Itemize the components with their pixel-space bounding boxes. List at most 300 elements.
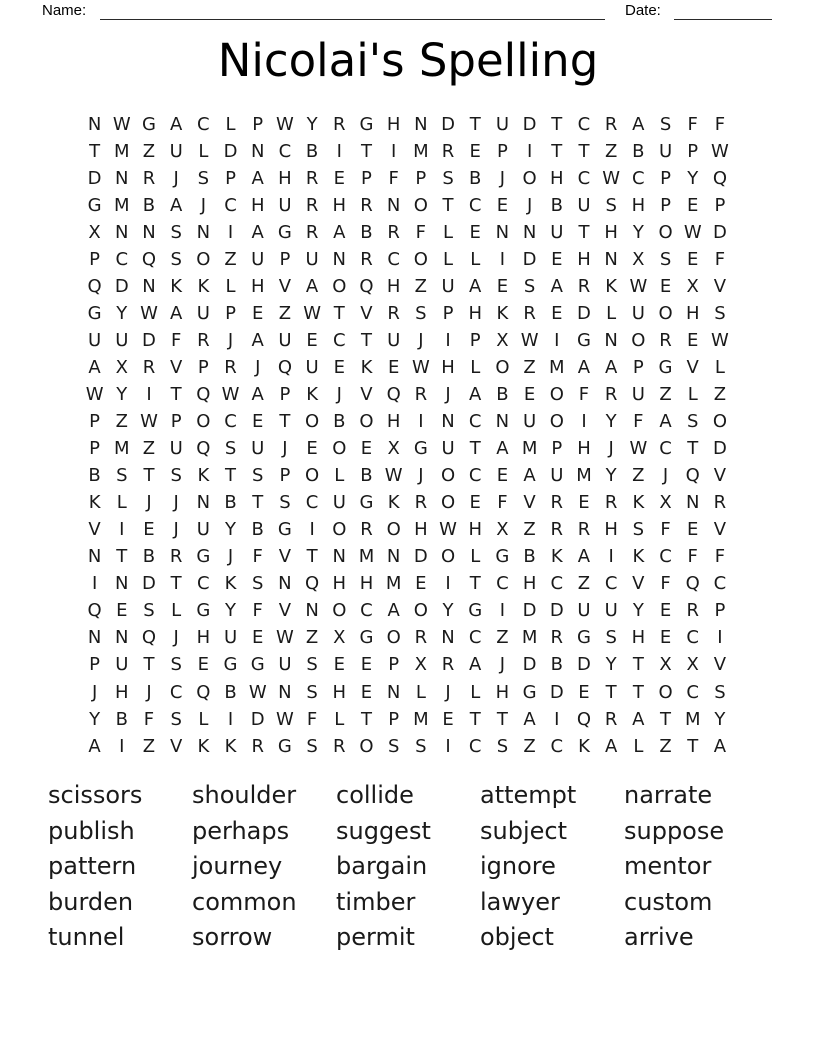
- date-fill-line: [674, 19, 772, 20]
- grid-letter: W: [112, 113, 131, 135]
- grid-letter: O: [332, 438, 347, 460]
- grid-letter: N: [87, 627, 102, 649]
- grid-letter: H: [359, 573, 374, 595]
- grid-letter: V: [278, 275, 292, 297]
- grid-letter: O: [305, 411, 320, 433]
- grid-letter: X: [659, 492, 672, 514]
- grid-letter: Q: [712, 167, 727, 189]
- grid-letter: Z: [523, 356, 536, 378]
- grid-letter: Z: [659, 383, 672, 405]
- grid-letter: G: [359, 113, 374, 135]
- grid-letter: J: [173, 167, 179, 189]
- grid-letter: L: [470, 248, 481, 270]
- grid-letter: O: [631, 329, 646, 351]
- grid-letter: G: [196, 600, 211, 622]
- grid-letter: G: [250, 654, 265, 676]
- grid-letter: Q: [87, 600, 102, 622]
- grid-letter: K: [224, 573, 237, 595]
- grid-letter: T: [170, 573, 182, 595]
- grid-letter: R: [550, 492, 564, 514]
- grid-letter: W: [711, 140, 729, 162]
- grid-letter: H: [278, 167, 292, 189]
- grid-letter: H: [115, 681, 129, 703]
- grid-letter: P: [632, 356, 644, 378]
- grid-letter: Y: [225, 519, 237, 541]
- grid-letter: R: [224, 356, 237, 378]
- grid-letter: L: [443, 221, 454, 243]
- grid-letter: Z: [142, 140, 156, 162]
- grid-letter: P: [197, 356, 209, 378]
- grid-letter: E: [143, 519, 155, 541]
- grid-letter: G: [196, 546, 211, 568]
- grid-letter: E: [116, 600, 128, 622]
- grid-letter: H: [468, 302, 482, 324]
- grid-letter: E: [360, 681, 373, 703]
- grid-letter: Z: [224, 248, 237, 270]
- grid-letter: A: [469, 383, 482, 405]
- grid-letter: V: [360, 302, 373, 324]
- grid-letter: C: [115, 248, 129, 270]
- grid-letter: T: [687, 735, 699, 757]
- grid-letter: B: [632, 140, 645, 162]
- grid-letter: T: [442, 194, 454, 216]
- grid-letter: G: [277, 221, 292, 243]
- grid-letter: H: [332, 573, 347, 595]
- grid-letter: O: [359, 411, 374, 433]
- grid-letter: E: [360, 654, 373, 676]
- grid-letter: P: [279, 383, 291, 405]
- grid-letter: R: [577, 275, 591, 297]
- grid-letter: R: [360, 248, 373, 270]
- grid-letter: A: [659, 411, 672, 433]
- grid-letter: R: [604, 492, 618, 514]
- grid-letter: V: [523, 492, 536, 514]
- grid-letter: W: [384, 465, 403, 487]
- grid-letter: U: [441, 438, 455, 460]
- grid-letter: C: [550, 573, 564, 595]
- grid-letter: N: [305, 600, 319, 622]
- grid-letter: J: [445, 681, 451, 703]
- grid-letter: T: [170, 383, 182, 405]
- word-item: subject: [480, 816, 567, 845]
- grid-letter: Z: [713, 383, 727, 405]
- grid-letter: N: [142, 221, 156, 243]
- grid-letter: S: [306, 654, 318, 676]
- grid-letter: L: [198, 708, 209, 730]
- grid-letter: M: [521, 627, 538, 649]
- grid-letter: O: [549, 383, 564, 405]
- grid-letter: M: [358, 546, 375, 568]
- grid-letter: U: [441, 275, 455, 297]
- grid-letter: T: [143, 654, 155, 676]
- grid-letter: J: [445, 383, 451, 405]
- grid-letter: S: [306, 681, 318, 703]
- grid-letter: J: [608, 438, 614, 460]
- word-item: suppose: [624, 816, 725, 845]
- grid-letter: S: [605, 194, 617, 216]
- grid-letter: D: [142, 573, 156, 595]
- grid-letter: D: [577, 302, 591, 324]
- grid-letter: E: [578, 492, 590, 514]
- grid-letter: C: [686, 681, 699, 703]
- grid-letter: U: [169, 140, 183, 162]
- grid-letter: B: [523, 546, 536, 568]
- grid-letter: N: [87, 113, 102, 135]
- grid-letter: U: [115, 329, 129, 351]
- grid-letter: N: [196, 492, 211, 514]
- grid-letter: D: [712, 438, 727, 460]
- grid-letter: T: [469, 708, 481, 730]
- grid-letter: P: [279, 248, 291, 270]
- grid-letter: H: [332, 681, 347, 703]
- grid-letter: C: [550, 735, 564, 757]
- grid-letter: J: [255, 356, 261, 378]
- word-item: mentor: [624, 852, 712, 881]
- grid-letter: C: [197, 113, 210, 135]
- word-item: arrive: [624, 923, 694, 952]
- grid-letter: H: [577, 248, 591, 270]
- grid-letter: W: [602, 167, 621, 189]
- grid-letter: A: [305, 275, 319, 297]
- grid-letter: C: [468, 465, 482, 487]
- grid-letter: E: [551, 302, 563, 324]
- grid-letter: N: [604, 329, 618, 351]
- grid-letter: W: [221, 383, 240, 405]
- grid-letter: M: [114, 194, 130, 216]
- grid-letter: N: [685, 492, 700, 514]
- grid-letter: H: [196, 627, 211, 649]
- word-item: lawyer: [480, 887, 560, 916]
- grid-letter: D: [223, 140, 238, 162]
- grid-letter: D: [114, 275, 129, 297]
- grid-letter: K: [197, 275, 210, 297]
- grid-letter: H: [604, 519, 618, 541]
- grid-letter: J: [662, 465, 669, 487]
- grid-letter: Q: [141, 627, 157, 649]
- grid-letter: Z: [604, 140, 618, 162]
- grid-letter: L: [606, 302, 617, 324]
- grid-letter: L: [198, 140, 209, 162]
- grid-letter: E: [687, 248, 699, 270]
- grid-letter: X: [686, 654, 699, 676]
- grid-letter: B: [88, 465, 101, 487]
- grid-letter: P: [89, 411, 101, 433]
- grid-letter: G: [658, 356, 673, 378]
- word-item: bargain: [336, 852, 428, 881]
- grid-letter: S: [714, 302, 726, 324]
- word-list-column: [48, 778, 192, 956]
- grid-letter: V: [713, 519, 727, 541]
- grid-letter: T: [360, 708, 372, 730]
- grid-letter: G: [277, 735, 292, 757]
- grid-letter: N: [495, 411, 510, 433]
- grid-letter: T: [360, 329, 372, 351]
- grid-letter: V: [632, 573, 645, 595]
- word-list-column: [480, 778, 624, 956]
- grid-letter: D: [142, 329, 156, 351]
- grid-letter: U: [169, 438, 183, 460]
- grid-letter: B: [360, 221, 373, 243]
- grid-letter: E: [415, 573, 427, 595]
- grid-letter: K: [197, 465, 210, 487]
- grid-letter: U: [223, 627, 238, 649]
- grid-letter: I: [717, 627, 723, 649]
- grid-letter: I: [391, 140, 397, 162]
- grid-letter: U: [332, 492, 346, 514]
- grid-letter: A: [169, 194, 183, 216]
- grid-letter: R: [360, 194, 373, 216]
- grid-letter: I: [336, 140, 342, 162]
- grid-letter: B: [115, 708, 128, 730]
- word-list-column: [336, 778, 480, 956]
- grid-letter: O: [495, 356, 510, 378]
- grid-letter: U: [278, 329, 292, 351]
- grid-letter: T: [632, 681, 644, 703]
- grid-letter: S: [605, 627, 617, 649]
- grid-letter: B: [251, 519, 264, 541]
- grid-letter: V: [686, 356, 699, 378]
- grid-letter: R: [387, 221, 400, 243]
- grid-letter: E: [659, 275, 672, 297]
- grid-letter: S: [387, 735, 400, 757]
- grid-letter: P: [660, 194, 671, 216]
- grid-letter: N: [115, 167, 129, 189]
- grid-letter: R: [197, 329, 210, 351]
- grid-letter: O: [440, 465, 456, 487]
- grid-letter: N: [604, 248, 618, 270]
- grid-letter: P: [252, 113, 264, 135]
- grid-letter: T: [143, 465, 155, 487]
- grid-letter: D: [413, 546, 428, 568]
- grid-letter: T: [116, 546, 128, 568]
- grid-letter: X: [632, 248, 645, 270]
- grid-letter: M: [521, 438, 538, 460]
- grid-letter: Z: [278, 302, 292, 324]
- grid-letter: H: [250, 194, 265, 216]
- grid-letter: E: [197, 654, 210, 676]
- grid-letter: A: [496, 438, 509, 460]
- grid-letter: I: [418, 411, 424, 433]
- grid-letter: U: [631, 383, 645, 405]
- grid-letter: R: [414, 627, 428, 649]
- grid-letter: J: [336, 383, 342, 405]
- grid-letter: S: [415, 302, 427, 324]
- grid-letter: J: [282, 438, 288, 460]
- grid-letter: A: [88, 735, 101, 757]
- grid-letter: F: [633, 411, 644, 433]
- grid-letter: O: [413, 194, 428, 216]
- grid-letter: H: [550, 167, 564, 189]
- grid-letter: I: [581, 411, 587, 433]
- grid-letter: L: [470, 546, 481, 568]
- word-item: ignore: [480, 852, 556, 881]
- grid-letter: W: [248, 681, 267, 703]
- grid-letter: V: [169, 356, 183, 378]
- grid-letter: U: [577, 194, 591, 216]
- grid-letter: Q: [196, 438, 211, 460]
- grid-letter: F: [687, 113, 698, 135]
- grid-letter: Y: [116, 302, 128, 324]
- grid-letter: L: [470, 681, 481, 703]
- grid-letter: J: [499, 654, 506, 676]
- grid-letter: S: [442, 167, 454, 189]
- grid-letter: B: [333, 411, 346, 433]
- grid-letter: G: [359, 627, 374, 649]
- word-item: attempt: [480, 781, 577, 809]
- grid-letter: H: [386, 275, 401, 297]
- grid-letter: N: [115, 573, 129, 595]
- grid-letter: W: [276, 708, 294, 730]
- grid-letter: X: [686, 275, 699, 297]
- grid-letter: C: [468, 411, 482, 433]
- grid-letter: Z: [496, 627, 509, 649]
- grid-letter: R: [659, 329, 672, 351]
- grid-letter: H: [685, 302, 700, 324]
- grid-letter: A: [604, 735, 618, 757]
- grid-letter: M: [413, 708, 429, 730]
- grid-letter: D: [549, 681, 564, 703]
- grid-letter: C: [577, 167, 591, 189]
- grid-letter: R: [333, 735, 346, 757]
- grid-letter: U: [196, 519, 210, 541]
- grid-letter: F: [714, 113, 726, 135]
- grid-letter: M: [114, 438, 130, 460]
- grid-letter: K: [306, 383, 318, 405]
- grid-letter: E: [578, 681, 590, 703]
- grid-letter: A: [88, 356, 101, 378]
- grid-letter: O: [440, 492, 456, 514]
- grid-letter: M: [114, 140, 130, 162]
- grid-letter: E: [687, 329, 699, 351]
- grid-letter: L: [171, 600, 182, 622]
- grid-letter: T: [333, 302, 345, 324]
- grid-letter: I: [91, 573, 98, 595]
- grid-letter: L: [714, 356, 725, 378]
- grid-letter: H: [250, 275, 265, 297]
- grid-letter: I: [554, 708, 560, 730]
- grid-letter: Z: [577, 573, 591, 595]
- word-list: [48, 778, 768, 956]
- grid-letter: Q: [87, 275, 102, 297]
- grid-letter: S: [197, 167, 210, 189]
- grid-letter: I: [499, 600, 506, 622]
- grid-letter: R: [550, 519, 564, 541]
- grid-letter: S: [687, 411, 699, 433]
- grid-letter: V: [169, 735, 183, 757]
- grid-letter: Y: [225, 600, 237, 622]
- grid-letter: G: [495, 546, 510, 568]
- grid-letter: W: [520, 329, 539, 351]
- grid-letter: J: [173, 492, 179, 514]
- grid-letter: H: [332, 194, 347, 216]
- grid-letter: N: [332, 248, 347, 270]
- grid-letter: D: [250, 708, 265, 730]
- grid-letter: R: [251, 735, 264, 757]
- grid-letter: L: [633, 735, 644, 757]
- grid-letter: U: [631, 302, 645, 324]
- grid-letter: X: [88, 221, 101, 243]
- grid-letter: B: [496, 383, 509, 405]
- grid-letter: Q: [576, 708, 592, 730]
- grid-letter: C: [224, 194, 237, 216]
- grid-letter: F: [660, 519, 671, 541]
- grid-letter: A: [251, 383, 264, 405]
- grid-letter: T: [660, 708, 672, 730]
- grid-letter: B: [142, 546, 156, 568]
- grid-letter: Q: [277, 356, 292, 378]
- grid-letter: L: [116, 492, 127, 514]
- grid-letter: W: [711, 329, 729, 351]
- word-item: common: [192, 887, 297, 916]
- grid-letter: C: [278, 140, 292, 162]
- grid-letter: V: [360, 383, 373, 405]
- grid-letter: H: [386, 411, 401, 433]
- grid-letter: R: [142, 356, 156, 378]
- grid-letter: P: [551, 438, 563, 460]
- word-item: journey: [192, 852, 283, 881]
- grid-letter: D: [712, 221, 727, 243]
- grid-letter: G: [87, 194, 102, 216]
- grid-letter: S: [496, 735, 509, 757]
- grid-letter: F: [497, 492, 508, 514]
- grid-letter: T: [632, 654, 644, 676]
- grid-letter: I: [608, 546, 614, 568]
- grid-letter: I: [526, 140, 533, 162]
- grid-letter: N: [386, 546, 401, 568]
- grid-letter: Q: [196, 681, 211, 703]
- grid-letter: T: [89, 140, 101, 162]
- grid-letter: O: [305, 465, 320, 487]
- grid-letter: J: [146, 681, 152, 703]
- name-label: Name:: [42, 2, 87, 19]
- grid-letter: H: [522, 573, 537, 595]
- grid-letter: P: [170, 411, 182, 433]
- grid-letter: F: [143, 708, 155, 730]
- grid-letter: F: [660, 573, 671, 595]
- grid-letter: A: [523, 465, 536, 487]
- grid-letter: Z: [142, 735, 156, 757]
- page-title: Nicolai's Spelling: [217, 34, 599, 87]
- grid-letter: J: [173, 519, 179, 541]
- grid-letter: D: [522, 654, 537, 676]
- grid-letter: L: [334, 465, 345, 487]
- grid-letter: U: [305, 248, 319, 270]
- letter-grid: [81, 111, 734, 760]
- grid-letter: E: [360, 438, 373, 460]
- grid-letter: E: [496, 275, 509, 297]
- grid-letter: P: [388, 654, 400, 676]
- grid-letter: N: [115, 221, 129, 243]
- grid-letter: P: [714, 600, 726, 622]
- grid-letter: K: [170, 275, 183, 297]
- grid-letter: B: [550, 194, 563, 216]
- grid-letter: G: [141, 113, 156, 135]
- grid-letter: T: [551, 113, 563, 135]
- grid-letter: J: [146, 492, 152, 514]
- grid-letter: R: [577, 519, 591, 541]
- grid-letter: I: [227, 708, 234, 730]
- grid-letter: A: [251, 167, 264, 189]
- grid-letter: C: [713, 573, 727, 595]
- grid-letter: H: [468, 519, 482, 541]
- grid-letter: Y: [687, 167, 699, 189]
- grid-letter: F: [415, 221, 427, 243]
- grid-letter: F: [306, 708, 318, 730]
- grid-letter: P: [469, 329, 481, 351]
- grid-letter: G: [522, 681, 537, 703]
- grid-letter: T: [496, 708, 508, 730]
- grid-letter: R: [441, 140, 455, 162]
